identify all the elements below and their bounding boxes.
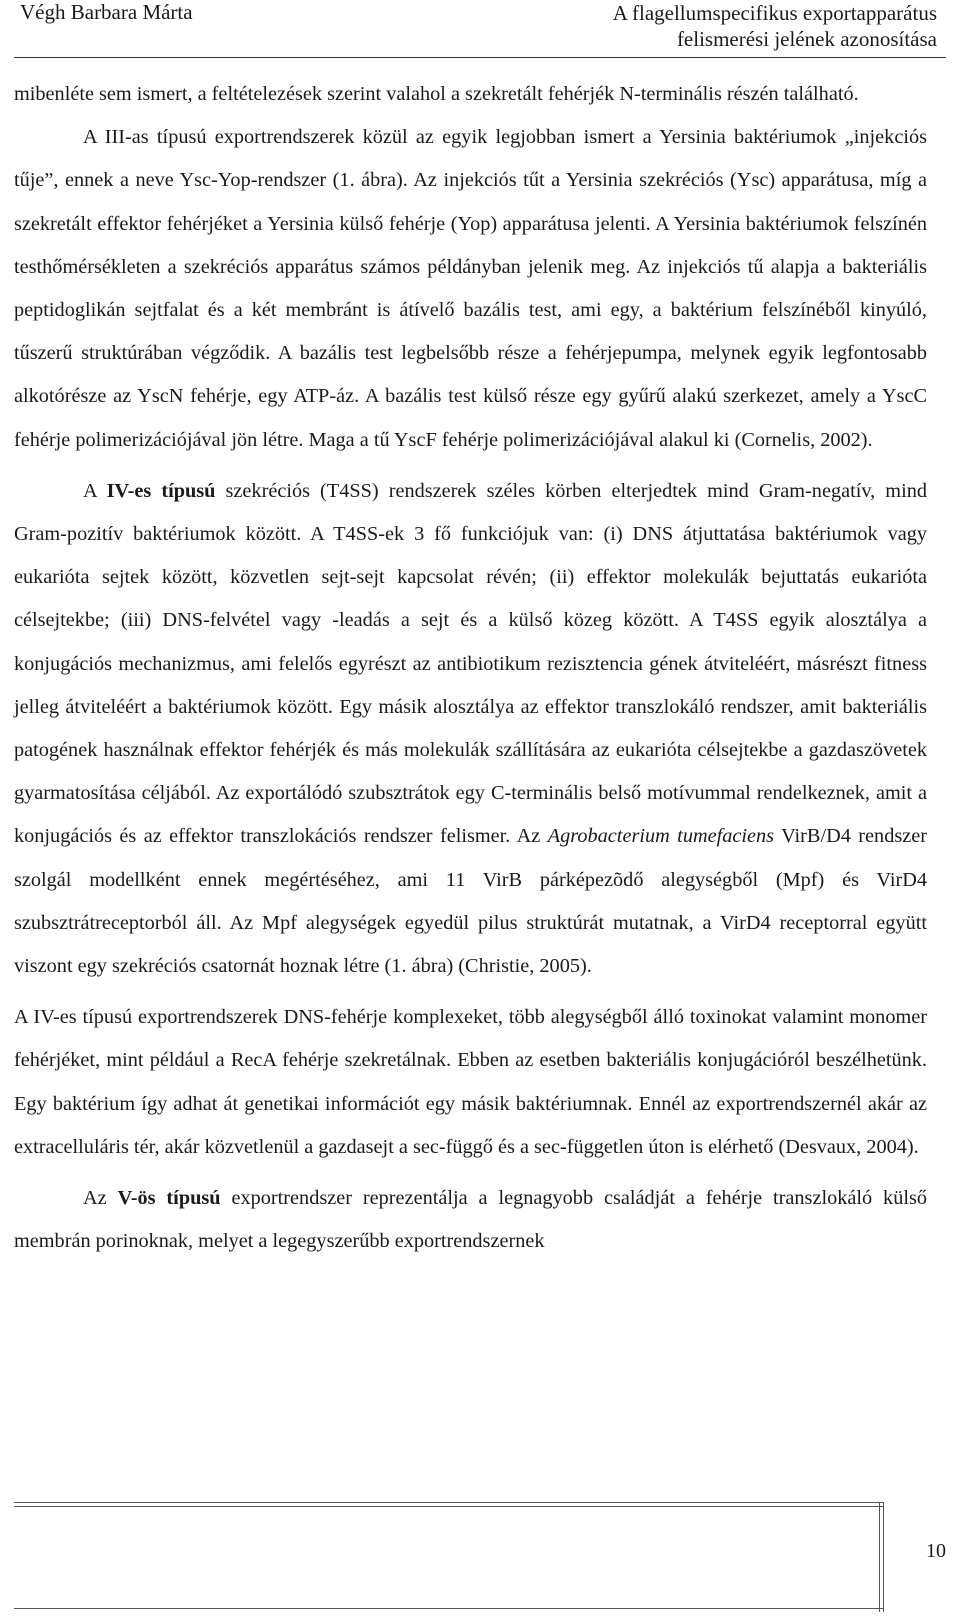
paragraph-5-bold: V-ös típusú xyxy=(117,1187,221,1210)
footer-rule-top xyxy=(14,1502,884,1503)
paragraph-3-lead: A xyxy=(83,479,107,502)
header-author: Végh Barbara Márta xyxy=(20,0,193,24)
header-title-line-1: A flagellumspecifikus exportapparátus xyxy=(612,1,937,25)
header-title-line-2: felismerési jelének azonosítása xyxy=(676,27,937,51)
footer-rule-top-inner xyxy=(14,1506,884,1507)
document-body xyxy=(14,73,927,1263)
paragraph-2: A III-as típusú exportrendszerek közül az egyik legjobban ismert a Yersinia baktériumok „injekciós tűje”, ennek a neve Ysc-Yop-rendszer (1. ábra). Az injekciós tűt a Yersinia szekréciós (Ysc) apparátusa, míg a szekretált effektor fehérjéket a Yersinia külső fehérje (Yop) apparátusa jelenti. A Yersinia baktériumok felszínén testhőmérsékleten a szekréciós apparátus számos példányban jelenik meg. Az injekciós tű alapja a bakteriális peptidoglikán sejtfalat és a két membránt is átívelő bazális test, ami egy, a baktérium felszínéből kinyúló, tűszerű struktúrában végződik. A bazális test legbelsőbb része a fehérjepumpa, melynek egyik legfontosabb alkotórésze az YscN fehérje, egy ATP-áz. A bazális test külső része egy gyűrű alakú szerkezet, amely a YscC fehérje polimerizációjával jön létre. Maga a tű YscF fehérje polimerizációjával alakul ki (Cornelis, 2002). xyxy=(14,126,927,451)
paragraph-3-bold: IV-es típusú xyxy=(106,479,216,502)
paragraph-5-text: exportrendszer reprezentálja a legnagyobb családját a fehérje transzlokáló külső membrán porinoknak, melyet a legegyszerűbb exportrendszernek xyxy=(14,1187,928,1253)
paragraph-3 xyxy=(14,470,927,988)
header-title xyxy=(517,0,937,52)
paragraph-4: A IV-es típusú exportrendszerek DNS-fehérje komplexeket, több alegységből álló toxinokat valamint monomer fehérjéket, mint például a RecA fehérje szekretálnak. Ebben az esetben bakteriális konjugációról beszélhetünk. Egy baktérium így adhat át genetikai információt egy másik baktériumnak. Ennél az exportrendszernél akár az extracelluláris tér, akár közvetlenül a gazdasejt a sec-függő és a sec-független úton is elérhető (Desvaux, 2004). xyxy=(14,1006,927,1158)
paragraph-3-tail: VirB/D4 rendszer szolgál modellként ennek megértéséhez, ami 11 VirB párképezõdő alegységből (Mpf) és VirD4 szubsztrátreceptorból áll. Az Mpf alegységek egyedül pilus struktúrát mutatnak, a VirD4 receptorral együtt viszont egy szekréciós csatornát hoznak létre (1. ábra) (Christie, 2005). xyxy=(14,825,927,978)
paragraph-3-italic: Agrobacterium tumefaciens xyxy=(547,825,775,848)
page-footer xyxy=(14,1502,952,1612)
footer-rule-bottom xyxy=(14,1608,884,1609)
paragraph-5-lead: Az xyxy=(83,1187,118,1210)
page-number: 10 xyxy=(926,1540,946,1562)
header-rule xyxy=(14,57,946,58)
paragraph-5 xyxy=(14,1177,927,1263)
paragraph-1: mibenléte sem ismert, a feltételezések szerint valahol a szekretált fehérjék N-terminális részén található. xyxy=(14,83,859,105)
footer-rule-vertical xyxy=(879,1502,880,1612)
footer-rule-vertical-inner xyxy=(883,1502,884,1612)
paragraph-3-text: szekréciós (T4SS) rendszerek széles körben elterjedtek mind Gram-negatív, mind Gram-pozitív baktériumok között. A T4SS-ek 3 fő funkciójuk van: (i) DNS átjuttatása baktériumok vagy eukarióta sejtek között, közvetlen sejt-sejt kapcsolat révén; (ii) effektor molekulák bejuttatás eukarióta célsejtekbe; (iii) DNS-felvétel vagy -leadás a sejt és a külső közeg között. A T4SS egyik alosztálya a konjugációs mechanizmus, ami felelős egyrészt az antibiotikum rezisztencia gének átviteléért, másrészt fitness jelleg átviteléért a baktériumok között. Egy másik alosztálya az effektor transzlokáló rendszer, amit bakteriális patogének használnak effektor fehérjék és más molekulák szállítására az eukarióta célsejtekbe a gazdaszövetek gyarmatosítása céljából. Az exportálódó szubsztrátok egy C-terminális belső motívummal rendelkeznek, amit a konjugációs és az effektor transzlokációs rendszer felismer. Az xyxy=(14,479,927,848)
